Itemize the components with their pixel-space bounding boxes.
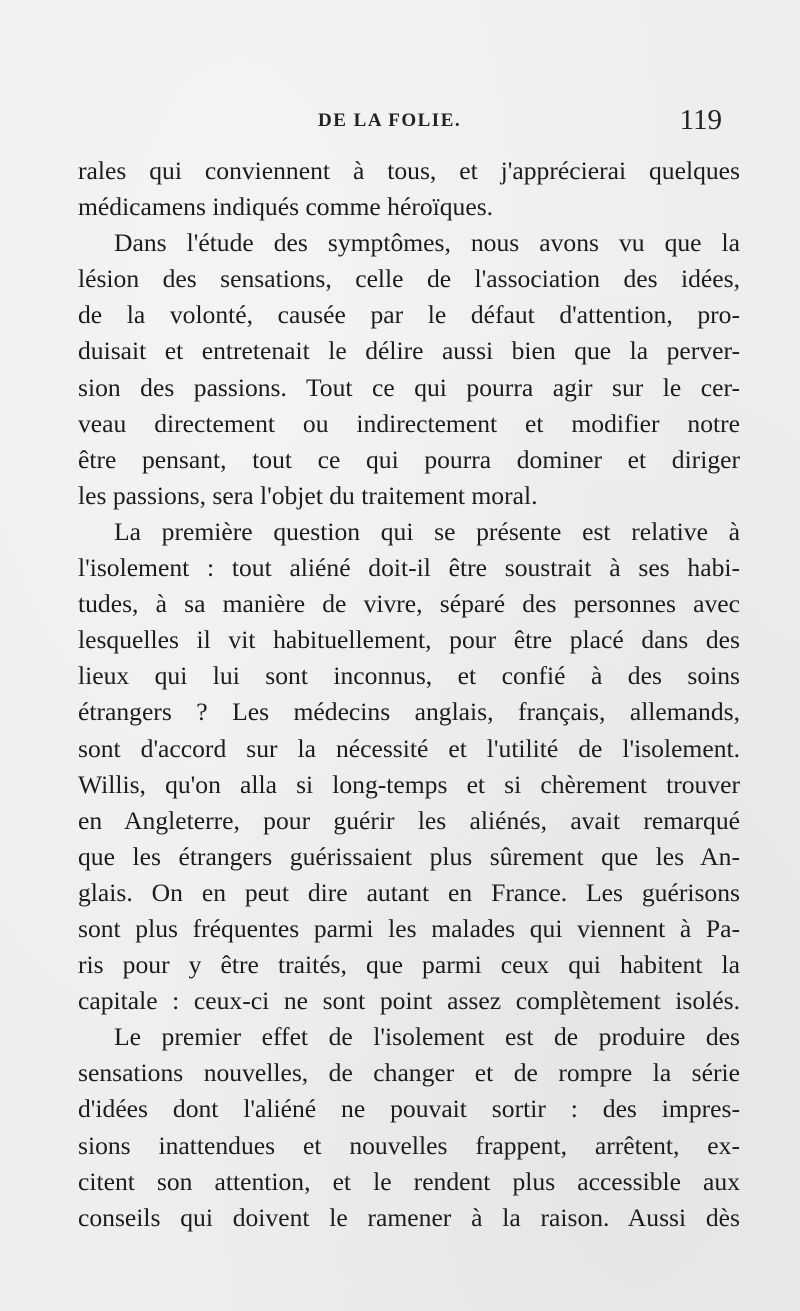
body-text	[78, 153, 740, 1236]
text-line: en Angleterre, pour guérir les aliénés, avait remarqué	[78, 805, 740, 835]
text-line: sont plus fréquentes parmi les malades qui viennent à Pa-	[78, 913, 740, 943]
text-line: duisait et entretenait le délire aussi bien que la perver-	[78, 336, 740, 366]
page-header	[78, 104, 730, 144]
text-line: La première question qui se présente est relative à	[114, 516, 740, 546]
page-number: 119	[679, 104, 722, 136]
text-line: être pensant, tout ce qui pourra dominer et diriger	[78, 444, 740, 474]
text-line: glais. On en peut dire autant en France. Les guérisons	[78, 877, 740, 907]
text-line: d'idées dont l'aliéné ne pouvait sortir : des impres-	[78, 1094, 740, 1124]
text-line: sion des passions. Tout ce qui pourra agir sur le cer-	[78, 372, 740, 402]
text-line: lesquelles il vit habituellement, pour être placé dans des	[78, 625, 740, 655]
text-line: Dans l'étude des symptômes, nous avons vu que la	[114, 228, 740, 258]
text-line: capitale : ceux-ci ne sont point assez complètement isolés.	[78, 986, 740, 1016]
text-line: médicamens indiqués comme héroïques.	[78, 192, 494, 222]
text-line: les passions, sera l'objet du traitement moral.	[78, 480, 538, 510]
text-line: lésion des sensations, celle de l'association des idées,	[78, 264, 740, 294]
text-line: que les étrangers guérissaient plus sûrement que les An-	[78, 841, 740, 871]
text-line: veau directement ou indirectement et modifier notre	[78, 408, 740, 438]
paragraph-1	[78, 153, 740, 225]
text-line: ris pour y être traités, que parmi ceux qui habitent la	[78, 950, 740, 980]
text-line: sont d'accord sur la nécessité et l'utilité de l'isolement.	[78, 733, 740, 763]
text-line: sions inattendues et nouvelles frappent, arrêtent, ex-	[78, 1130, 740, 1160]
text-line: citent son attention, et le rendent plus accessible aux	[78, 1166, 740, 1196]
text-line: sensations nouvelles, de changer et de rompre la série	[78, 1058, 740, 1088]
text-line: Willis, qu'on alla si long-temps et si chèrement trouver	[78, 769, 740, 799]
text-line: tudes, à sa manière de vivre, séparé des personnes avec	[78, 589, 740, 619]
paragraph-4	[78, 1019, 740, 1236]
text-line: Le premier effet de l'isolement est de produire des	[114, 1022, 740, 1052]
text-line: rales qui conviennent à tous, et j'apprécierai quelques	[78, 156, 740, 185]
text-line: lieux qui lui sont inconnus, et confié à des soins	[78, 661, 740, 691]
text-line: l'isolement : tout aliéné doit-il être soustrait à ses habi-	[78, 553, 740, 583]
running-title: DE LA FOLIE.	[318, 110, 462, 131]
text-line: conseils qui doivent le ramener à la raison. Aussi dès	[78, 1202, 740, 1232]
text-line: de la volonté, causée par le défaut d'attention, pro-	[78, 300, 740, 330]
paragraph-3	[78, 514, 740, 1019]
text-line: étrangers ? Les médecins anglais, français, allemands,	[78, 697, 740, 727]
paragraph-2	[78, 225, 740, 514]
